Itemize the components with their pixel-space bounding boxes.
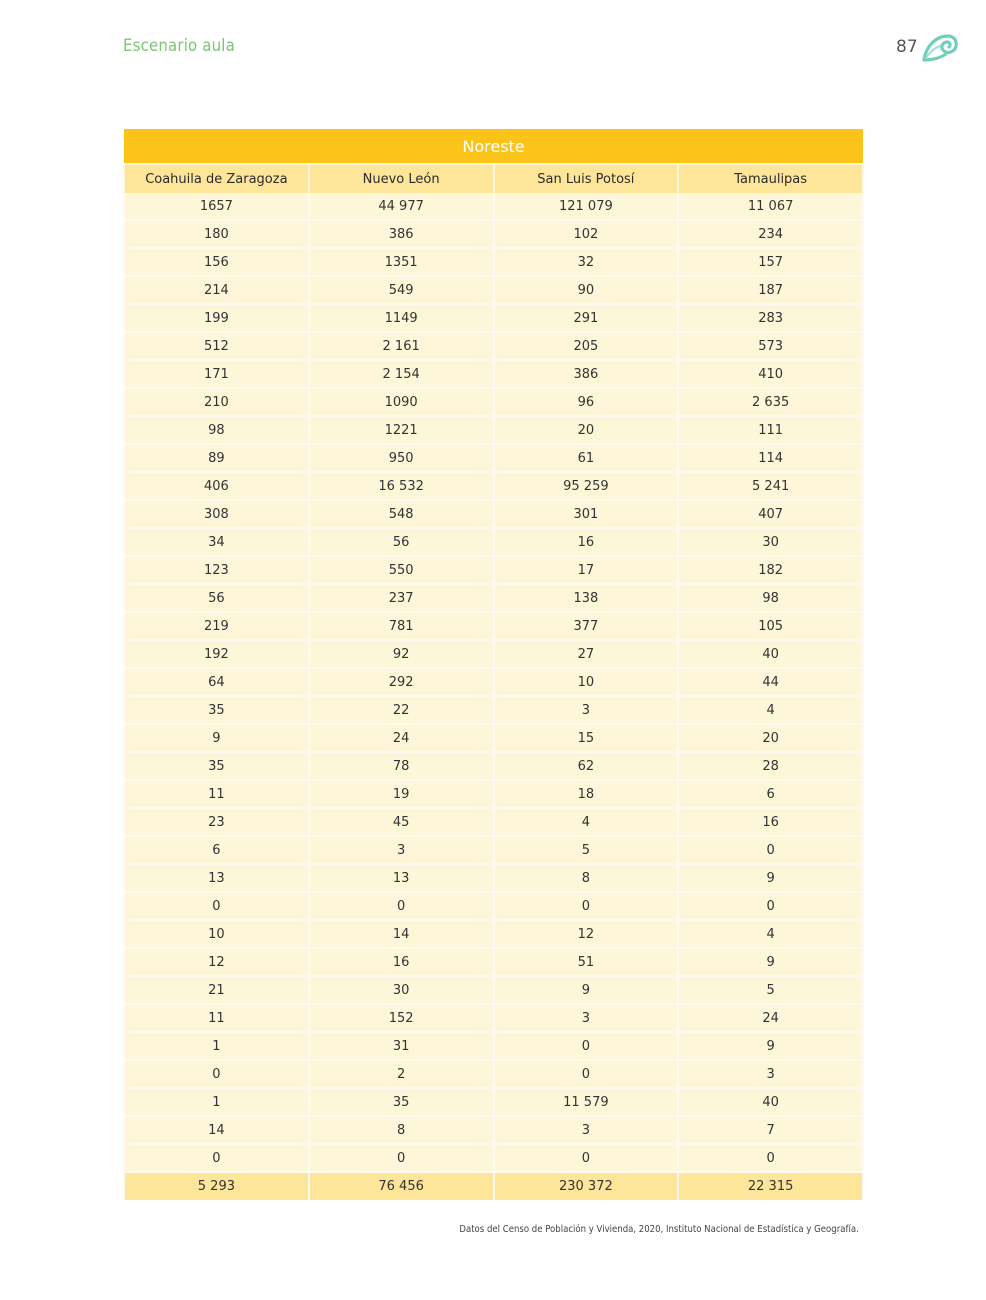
- total-cell: 22 315: [678, 1172, 863, 1200]
- table-cell: 11: [124, 780, 309, 808]
- table-cell: 187: [678, 276, 863, 304]
- table-cell: 292: [309, 668, 494, 696]
- table-cell: 121 079: [494, 193, 679, 220]
- table-cell: 2 154: [309, 360, 494, 388]
- table-cell: 16: [678, 808, 863, 836]
- table-row: [124, 668, 863, 696]
- table-cell: 386: [309, 220, 494, 248]
- table-cell: 51: [494, 948, 679, 976]
- table-row: [124, 836, 863, 864]
- table-cell: 7: [678, 1116, 863, 1144]
- table-cell: 4: [678, 696, 863, 724]
- table-cell: 0: [124, 892, 309, 920]
- table-cell: 20: [678, 724, 863, 752]
- table-cell: 5: [678, 976, 863, 1004]
- table-cell: 156: [124, 248, 309, 276]
- table-cell: 123: [124, 556, 309, 584]
- column-header: Tamaulipas: [678, 164, 863, 193]
- table-cell: 62: [494, 752, 679, 780]
- table-cell: 410: [678, 360, 863, 388]
- page-header: [0, 0, 986, 90]
- table-row: [124, 808, 863, 836]
- page-number: 87: [896, 37, 918, 57]
- table-row: [124, 1060, 863, 1088]
- table-row: [124, 220, 863, 248]
- table-cell: 234: [678, 220, 863, 248]
- table-cell: 214: [124, 276, 309, 304]
- table-cell: 24: [678, 1004, 863, 1032]
- source-note: Datos del Censo de Población y Vivienda, 2020, Instituto Nacional de Estadística y Geografía.: [459, 1224, 859, 1235]
- table-cell: 24: [309, 724, 494, 752]
- table-cell: 111: [678, 416, 863, 444]
- column-header: San Luis Potosí: [494, 164, 679, 193]
- table-cell: 12: [494, 920, 679, 948]
- column-header: Coahuila de Zaragoza: [124, 164, 309, 193]
- table-cell: 0: [494, 892, 679, 920]
- table-cell: 0: [124, 1060, 309, 1088]
- table-cell: 9: [678, 1032, 863, 1060]
- table-cell: 3: [309, 836, 494, 864]
- table-cell: 15: [494, 724, 679, 752]
- table-cell: 192: [124, 640, 309, 668]
- table-row: [124, 948, 863, 976]
- table-cell: 3: [494, 1004, 679, 1032]
- table-cell: 45: [309, 808, 494, 836]
- table-cell: 18: [494, 780, 679, 808]
- table-row: [124, 724, 863, 752]
- table-row: [124, 360, 863, 388]
- table-row: [124, 304, 863, 332]
- table-cell: 2 161: [309, 332, 494, 360]
- table-row: [124, 528, 863, 556]
- table-cell: 96: [494, 388, 679, 416]
- table-cell: 8: [309, 1116, 494, 1144]
- total-cell: 76 456: [309, 1172, 494, 1200]
- table-row: [124, 780, 863, 808]
- table-cell: 219: [124, 612, 309, 640]
- table-cell: 386: [494, 360, 679, 388]
- table-row: [124, 500, 863, 528]
- table-cell: 56: [309, 528, 494, 556]
- table-row: [124, 444, 863, 472]
- table-cell: 12: [124, 948, 309, 976]
- table-row: [124, 696, 863, 724]
- table-cell: 3: [494, 696, 679, 724]
- table-cell: 11 067: [678, 193, 863, 220]
- table-cell: 90: [494, 276, 679, 304]
- table-cell: 92: [309, 640, 494, 668]
- table-cell: 573: [678, 332, 863, 360]
- table-cell: 0: [309, 892, 494, 920]
- table-row: [124, 976, 863, 1004]
- table-cell: 5: [494, 836, 679, 864]
- table-row: [124, 864, 863, 892]
- table-cell: 283: [678, 304, 863, 332]
- table-cell: 64: [124, 668, 309, 696]
- data-table: [123, 129, 864, 1200]
- table-cell: 237: [309, 584, 494, 612]
- table-cell: 21: [124, 976, 309, 1004]
- table-cell: 0: [494, 1144, 679, 1172]
- table-cell: 3: [678, 1060, 863, 1088]
- table-cell: 4: [494, 808, 679, 836]
- table-cell: 180: [124, 220, 309, 248]
- table-cell: 1221: [309, 416, 494, 444]
- table-cell: 35: [124, 696, 309, 724]
- total-cell: 5 293: [124, 1172, 309, 1200]
- table-cell: 1: [124, 1088, 309, 1116]
- table-cell: 0: [309, 1144, 494, 1172]
- table-row: [124, 193, 863, 220]
- table-cell: 14: [124, 1116, 309, 1144]
- spiral-leaf-icon: [920, 30, 958, 64]
- table-cell: 22: [309, 696, 494, 724]
- table-cell: 28: [678, 752, 863, 780]
- table-cell: 5 241: [678, 472, 863, 500]
- table-cell: 0: [678, 892, 863, 920]
- table-row: [124, 1004, 863, 1032]
- table-cell: 44 977: [309, 193, 494, 220]
- table-row: [124, 920, 863, 948]
- table-cell: 1351: [309, 248, 494, 276]
- table-cell: 548: [309, 500, 494, 528]
- table-cell: 114: [678, 444, 863, 472]
- table-cell: 157: [678, 248, 863, 276]
- table-cell: 1657: [124, 193, 309, 220]
- table-cell: 98: [678, 584, 863, 612]
- table-cell: 40: [678, 1088, 863, 1116]
- table-cell: 512: [124, 332, 309, 360]
- table-cell: 171: [124, 360, 309, 388]
- table-cell: 1: [124, 1032, 309, 1060]
- table-cell: 8: [494, 864, 679, 892]
- table-cell: 13: [309, 864, 494, 892]
- table-cell: 6: [124, 836, 309, 864]
- table-cell: 35: [309, 1088, 494, 1116]
- table-cell: 44: [678, 668, 863, 696]
- table-cell: 182: [678, 556, 863, 584]
- table-cell: 0: [494, 1032, 679, 1060]
- table-cell: 11 579: [494, 1088, 679, 1116]
- table-cell: 34: [124, 528, 309, 556]
- table-cell: 20: [494, 416, 679, 444]
- table-cell: 2: [309, 1060, 494, 1088]
- table-cell: 301: [494, 500, 679, 528]
- table-row: [124, 1088, 863, 1116]
- table-cell: 1149: [309, 304, 494, 332]
- table-row: [124, 388, 863, 416]
- table-cell: 550: [309, 556, 494, 584]
- table-cell: 406: [124, 472, 309, 500]
- table-cell: 35: [124, 752, 309, 780]
- total-cell: 230 372: [494, 1172, 679, 1200]
- table-cell: 205: [494, 332, 679, 360]
- table-cell: 56: [124, 584, 309, 612]
- table-cell: 27: [494, 640, 679, 668]
- table-cell: 6: [678, 780, 863, 808]
- table-cell: 407: [678, 500, 863, 528]
- table-cell: 95 259: [494, 472, 679, 500]
- table-cell: 16: [494, 528, 679, 556]
- table-row: [124, 416, 863, 444]
- table-cell: 30: [309, 976, 494, 1004]
- table-cell: 10: [494, 668, 679, 696]
- column-header-row: [124, 164, 863, 193]
- table-cell: 0: [678, 836, 863, 864]
- table-cell: 0: [494, 1060, 679, 1088]
- table-cell: 32: [494, 248, 679, 276]
- table-cell: 13: [124, 864, 309, 892]
- table-cell: 9: [494, 976, 679, 1004]
- table-row: [124, 1116, 863, 1144]
- table-row: [124, 248, 863, 276]
- table-cell: 40: [678, 640, 863, 668]
- table-cell: 78: [309, 752, 494, 780]
- table-cell: 9: [678, 948, 863, 976]
- table-cell: 377: [494, 612, 679, 640]
- table-row: [124, 556, 863, 584]
- table-cell: 2 635: [678, 388, 863, 416]
- table-cell: 102: [494, 220, 679, 248]
- table-cell: 4: [678, 920, 863, 948]
- table-cell: 16: [309, 948, 494, 976]
- table-cell: 138: [494, 584, 679, 612]
- table-cell: 17: [494, 556, 679, 584]
- table-cell: 16 532: [309, 472, 494, 500]
- table-cell: 291: [494, 304, 679, 332]
- table-cell: 210: [124, 388, 309, 416]
- table-cell: 1090: [309, 388, 494, 416]
- table-cell: 11: [124, 1004, 309, 1032]
- table-row: [124, 332, 863, 360]
- table-cell: 9: [678, 864, 863, 892]
- table-cell: 98: [124, 416, 309, 444]
- table-cell: 89: [124, 444, 309, 472]
- table-cell: 0: [124, 1144, 309, 1172]
- table-body: [124, 193, 863, 1200]
- table-row: [124, 472, 863, 500]
- table-cell: 781: [309, 612, 494, 640]
- census-table: [123, 129, 864, 1200]
- table-row: [124, 640, 863, 668]
- table-row: [124, 892, 863, 920]
- table-row: [124, 752, 863, 780]
- section-title: Escenario aula: [123, 36, 235, 56]
- table-cell: 308: [124, 500, 309, 528]
- table-cell: 199: [124, 304, 309, 332]
- table-row: [124, 276, 863, 304]
- table-cell: 19: [309, 780, 494, 808]
- table-cell: 105: [678, 612, 863, 640]
- table-cell: 14: [309, 920, 494, 948]
- table-cell: 30: [678, 528, 863, 556]
- table-row: [124, 1032, 863, 1060]
- table-cell: 3: [494, 1116, 679, 1144]
- table-cell: 31: [309, 1032, 494, 1060]
- table-cell: 152: [309, 1004, 494, 1032]
- table-row: [124, 584, 863, 612]
- table-cell: 549: [309, 276, 494, 304]
- table-row: [124, 1144, 863, 1172]
- table-cell: 9: [124, 724, 309, 752]
- table-row: [124, 612, 863, 640]
- table-cell: 950: [309, 444, 494, 472]
- table-cell: 23: [124, 808, 309, 836]
- column-header: Nuevo León: [309, 164, 494, 193]
- table-cell: 61: [494, 444, 679, 472]
- total-row: [124, 1172, 863, 1200]
- table-cell: 0: [678, 1144, 863, 1172]
- region-title: Noreste: [124, 129, 863, 164]
- table-cell: 10: [124, 920, 309, 948]
